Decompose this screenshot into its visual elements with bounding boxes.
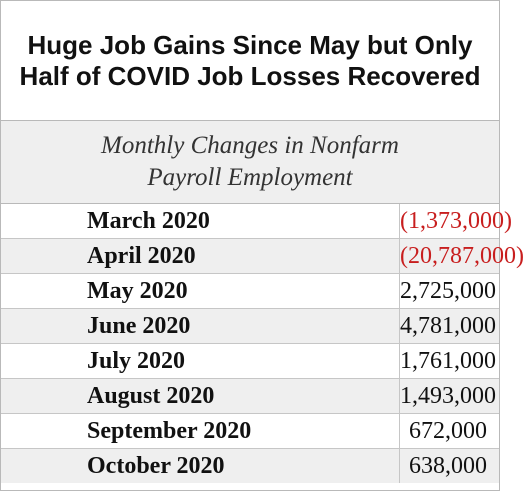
table-row [1, 414, 499, 449]
month-label: October 2020 [1, 449, 400, 484]
data-value-label: (20,787,000) [400, 239, 500, 274]
data-table [1, 204, 524, 483]
table-row [1, 274, 499, 309]
month-label: May 2020 [1, 274, 400, 309]
table-body [1, 204, 524, 483]
month-label: August 2020 [1, 379, 400, 414]
subtitle-box [1, 121, 499, 204]
data-value-label: 4,781,000 [400, 309, 500, 344]
data-value-label: (1,373,000) [400, 204, 500, 239]
month-label: June 2020 [1, 309, 400, 344]
table-row [1, 379, 499, 414]
data-value-label: 1,761,000 [400, 344, 500, 379]
table-row [1, 344, 499, 379]
data-value-label: 638,000 [400, 449, 500, 484]
chart-title: Huge Job Gains Since May but Only Half of COVID Job Losses Recovered [19, 29, 481, 91]
table-row [1, 309, 499, 344]
month-label: September 2020 [1, 414, 400, 449]
data-value-label: 2,725,000 [400, 274, 500, 309]
table-row [1, 204, 499, 239]
table-row [1, 239, 499, 274]
data-value-label: 1,493,000 [400, 379, 500, 414]
month-label: April 2020 [1, 239, 400, 274]
title-box [1, 1, 499, 121]
month-label: March 2020 [1, 204, 400, 239]
chart-subtitle: Monthly Changes in Nonfarm Payroll Employment [101, 132, 399, 191]
data-value-label: 672,000 [400, 414, 500, 449]
table-row [1, 449, 499, 484]
month-label: July 2020 [1, 344, 400, 379]
